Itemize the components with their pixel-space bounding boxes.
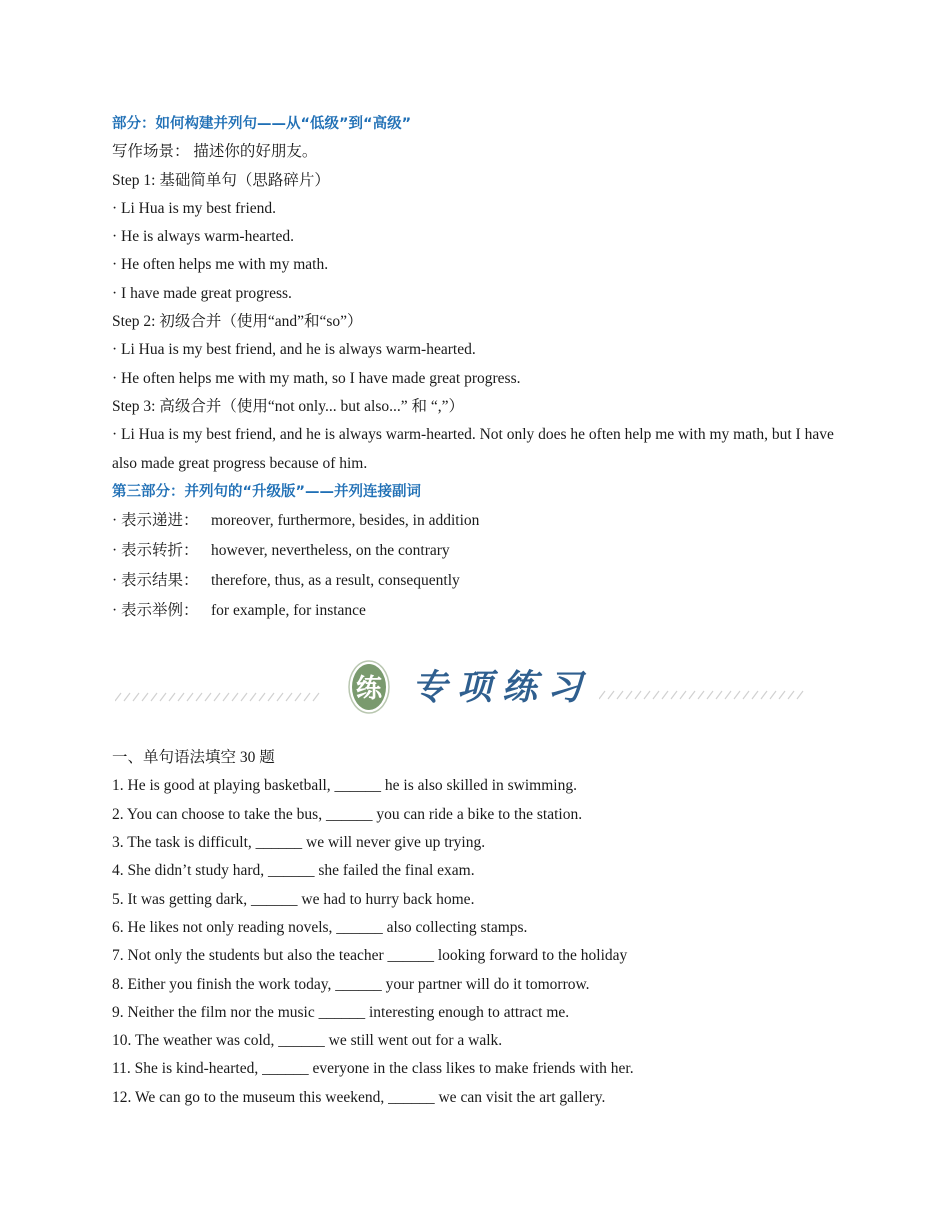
step1-item: · He is always warm-hearted.: [112, 228, 295, 246]
adverb-label: · 表示转折：: [112, 542, 199, 560]
badge-char: 练: [355, 674, 383, 705]
practice-banner: [112, 650, 842, 736]
hatch-decoration-left: [115, 692, 321, 702]
step1-item: · He often helps me with my math.: [112, 256, 329, 274]
step1-item: · I have made great progress.: [112, 284, 292, 302]
step2-item: · He often helps me with my math, so I have made great progress.: [112, 369, 521, 387]
practice-badge-icon: [346, 658, 392, 716]
section-heading-coordinate-sentences: 部分：如何构建并列句——从“低级”到“高级”: [112, 116, 412, 132]
practice-title: 专项练习: [412, 667, 593, 709]
adverb-words: therefore, thus, as a result, consequently: [211, 572, 460, 590]
step3-item: · Li Hua is my best friend, and he is always warm-hearted. Not only does he often help me with my math, but I have also made great progress because of him.: [112, 426, 834, 472]
section-heading-conjunctive-adverbs: 第三部分：并列句的“升级版”——并列连接副词: [112, 483, 422, 500]
adverb-row: [112, 596, 842, 626]
question-item: 4. She didn’t study hard, ______ she failed the final exam.: [112, 862, 475, 880]
step1-title: Step 1: 基础简单句（思路碎片）: [112, 171, 330, 189]
question-item: 11. She is kind-hearted, ______ everyone in the class likes to make friends with her.: [112, 1060, 634, 1078]
question-item: 8. Either you finish the work today, ______ your partner will do it tomorrow.: [112, 975, 590, 993]
question-item: 9. Neither the film nor the music ______ interesting enough to attract me.: [112, 1003, 570, 1021]
question-item: 6. He likes not only reading novels, ______ also collecting stamps.: [112, 918, 528, 936]
step2-item: · Li Hua is my best friend, and he is always warm-hearted.: [112, 341, 476, 359]
adverb-row: [112, 566, 842, 596]
adverb-label: · 表示举例：: [112, 602, 199, 620]
step1-item: · Li Hua is my best friend.: [112, 199, 277, 217]
question-item: 1. He is good at playing basketball, ______ he is also skilled in swimming.: [112, 777, 577, 795]
adverb-row: [112, 536, 842, 566]
step2-title: Step 2: 初级合并（使用“and”和“so”）: [112, 313, 363, 331]
writing-scene: 写作场景： 描述你的好朋友。: [112, 143, 318, 161]
adverb-words: for example, for instance: [211, 602, 366, 620]
question-item: 10. The weather was cold, ______ we still went out for a walk.: [112, 1032, 503, 1050]
document-page: [112, 110, 842, 1112]
hatch-decoration-right: [599, 690, 805, 700]
adverb-words: moreover, furthermore, besides, in addition: [211, 512, 480, 530]
question-item: 5. It was getting dark, ______ we had to hurry back home.: [112, 890, 475, 908]
exercise-title: 一、单句语法填空 30 题: [112, 749, 275, 767]
question-item: 3. The task is difficult, ______ we will never give up trying.: [112, 834, 486, 852]
question-item: 2. You can choose to take the bus, ______ you can ride a bike to the station.: [112, 805, 583, 823]
adverb-label: · 表示递进：: [112, 512, 199, 530]
question-item: 12. We can go to the museum this weekend, ______ we can visit the art gallery.: [112, 1088, 606, 1106]
adverb-words: however, nevertheless, on the contrary: [211, 542, 450, 560]
adverb-row: [112, 506, 842, 536]
step3-title: Step 3: 高级合并（使用“not only... but also...” 和 “,”）: [112, 397, 465, 415]
adverb-label: · 表示结果：: [112, 572, 199, 590]
question-item: 7. Not only the students but also the teacher ______ looking forward to the holiday: [112, 947, 628, 965]
